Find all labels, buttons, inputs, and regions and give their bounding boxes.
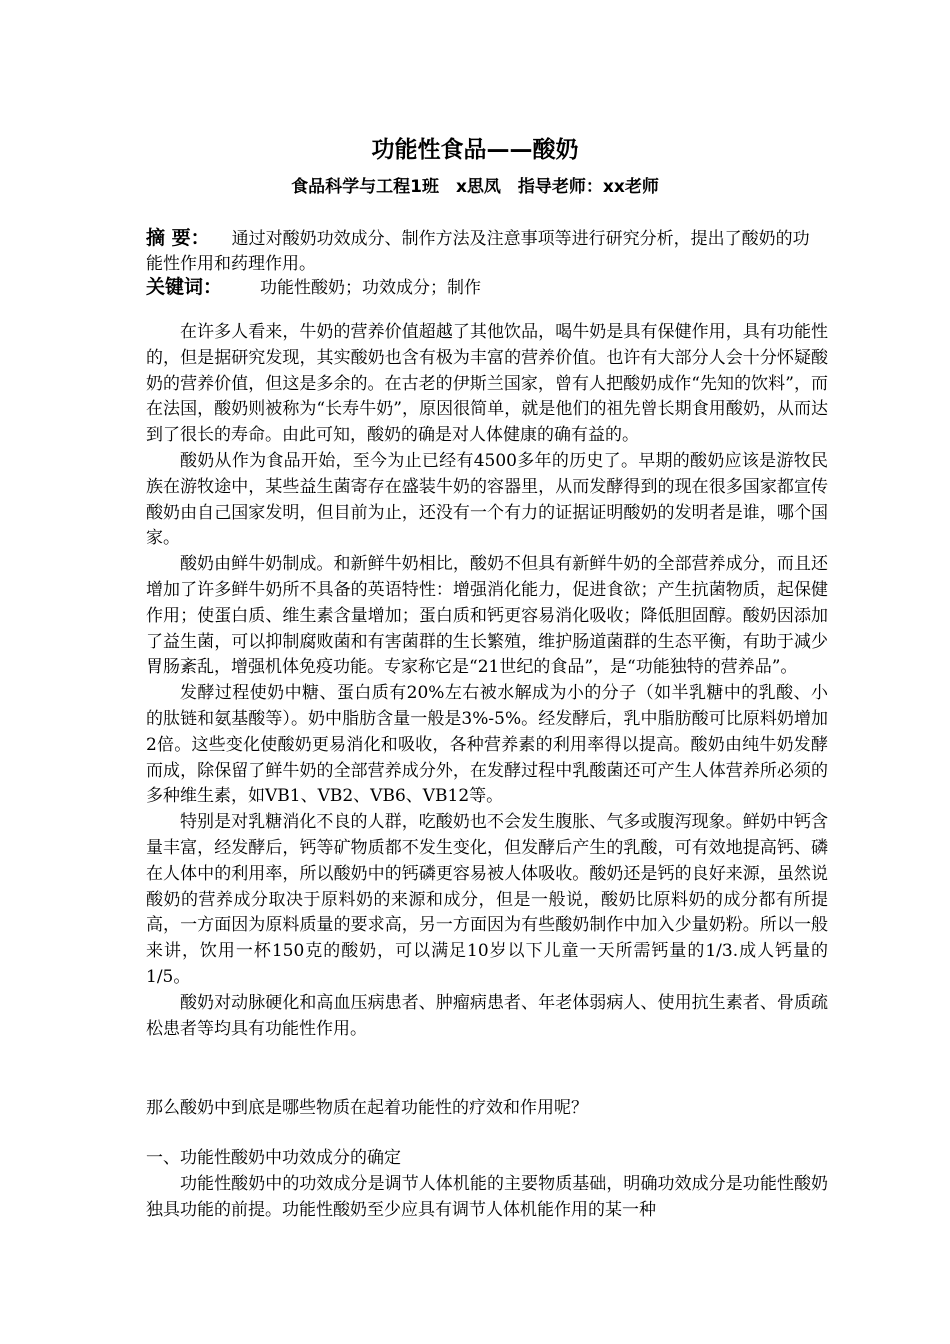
keywords <box>146 275 826 301</box>
paragraph: 特别是对乳糖消化不良的人群，吃酸奶也不会发生腹胀、气多或腹泻现象。鲜奶中钙含量丰富，经发酵后，钙等矿物质都不发生变化，但发酵后产生的乳酸，可有效地提高钙、磷在人体中的利用率，所以酸奶中的钙磷更容易被人体吸收。酸奶还是钙的良好来源，虽然说酸奶的营养成分取决于原料奶的来源和成分，但是一般说，酸奶比原料奶的成分都有所提高，一方面因为原料质量的要求高，另一方面因为有些酸奶制作中加入少量奶粉。所以一般来讲，饮用一杯150克的酸奶，可以满足10岁以下儿童一天所需钙量的1/3.成人钙量的1/5。 <box>146 812 828 987</box>
paragraph: 在许多人看来，牛奶的营养价值超越了其他饮品，喝牛奶是具有保健作用，具有功能性的，但是据研究发现，其实酸奶也含有极为丰富的营养价值。也许有大部分人会十分怀疑酸奶的营养价值，但这是多余的。在古老的伊斯兰国家，曾有人把酸奶成作“先知的饮料”，而在法国，酸奶则被称为“长寿牛奶”，原因很简单，就是他们的祖先曾长期食用酸奶，从而达到了很长的寿命。由此可知，酸奶的确是对人体健康的确有益的。 <box>146 322 828 446</box>
body-text <box>146 320 828 1042</box>
question-line: 那么酸奶中到底是哪些物质在起着功能性的疗效和作用呢？ <box>146 1098 588 1118</box>
section-1 <box>146 1146 828 1223</box>
abstract-label: 摘 要： <box>146 227 210 249</box>
paragraph: 酸奶对动脉硬化和高血压病患者、肿瘤病患者、年老体弱病人、使用抗生素者、骨质疏松患者等均具有功能性作用。 <box>146 992 828 1039</box>
author-line: 食品科学与工程1班 x思凤 指导老师：xx老师 <box>291 177 659 197</box>
paragraph: 发酵过程使奶中糖、蛋白质有20%左右被水解成为小的分子（如半乳糖中的乳酸、小的肽链和氨基酸等）。奶中脂肪含量一般是3%-5%。经发酵后，乳中脂肪酸可比原料奶增加2倍。这些变化使酸奶更易消化和吸收，各种营养素的利用率得以提高。酸奶由纯牛奶发酵而成，除保留了鲜牛奶的全部营养成分外，在发酵过程中乳酸菌还可产生人体营养所必须的多种维生素，如VB1、VB2、VB6、VB12等。 <box>146 683 828 807</box>
section-paragraph: 功能性酸奶中的功效成分是调节人体机能的主要物质基础，明确功效成分是功能性酸奶独具功能的前提。功能性酸奶至少应具有调节人体机能作用的某一种 <box>146 1173 828 1220</box>
section-heading: 一、功能性酸奶中功效成分的确定 <box>146 1148 401 1168</box>
document-title: 功能性食品——酸奶 <box>371 137 579 163</box>
keywords-text: 功能性酸奶；功效成分；制作 <box>260 278 482 298</box>
paragraph: 酸奶由鲜牛奶制成。和新鲜牛奶相比，酸奶不但具有新鲜牛奶的全部营养成分，而且还增加了许多鲜牛奶所不具备的英语特性：增强消化能力，促进食欲；产生抗菌物质，起保健作用；使蛋白质、维生素含量增加；蛋白质和钙更容易消化吸收；降低胆固醇。酸奶因添加了益生菌，可以抑制腐败菌和有害菌群的生长繁殖，维护肠道菌群的生态平衡，有助于减少胃肠紊乱，增强机体免疫功能。专家称它是“21世纪的食品”，是“功能独特的营养品”。 <box>146 554 828 678</box>
abstract-text: 通过对酸奶功效成分、制作方法及注意事项等进行研究分析，提出了酸奶的功能性作用和药理作用。 <box>146 229 810 274</box>
keywords-label: 关键词： <box>146 276 223 298</box>
paragraph: 酸奶从作为食品开始，至今为止已经有4500多年的历史了。早期的酸奶应该是游牧民族在游牧途中，某些益生菌寄存在盛装牛奶的容器里，从而发酵得到的现在很多国家都宣传酸奶由自己国家发明，但目前为止，还没有一个有力的证据证明酸奶的发明者是谁，哪个国家。 <box>146 450 828 549</box>
abstract <box>146 226 826 277</box>
